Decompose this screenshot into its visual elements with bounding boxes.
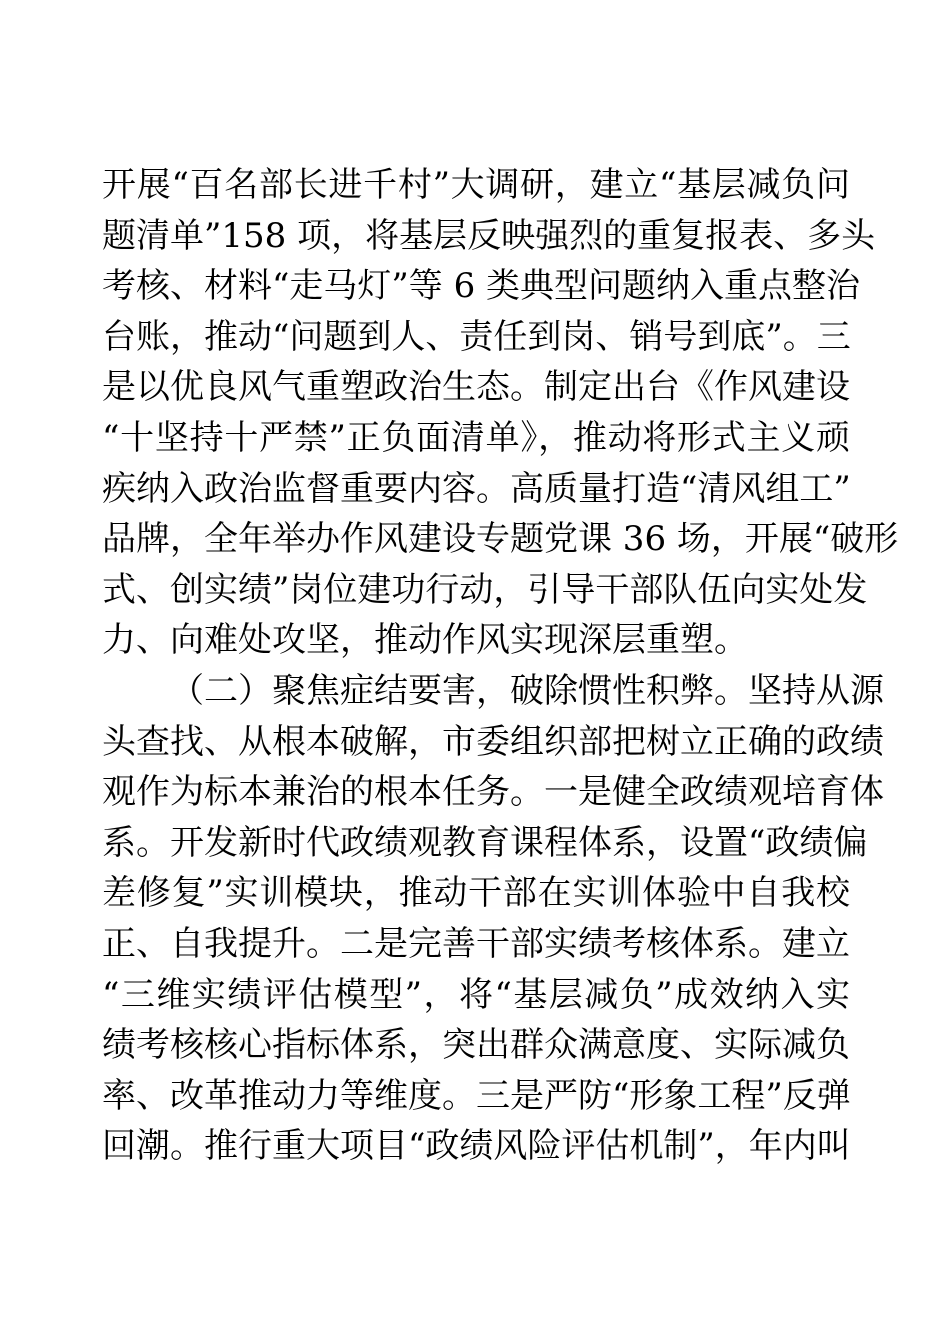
text-line: 考核、材料“走马灯”等 6 类典型问题纳入重点整治	[102, 266, 861, 307]
text-line: 差修复”实训模块，推动干部在实训体验中自我校	[102, 873, 850, 914]
text-line: “三维实绩评估模型”，将“基层减负”成效纳入实	[102, 974, 850, 1015]
section-heading-line: （二）聚焦症结要害，破除惯性积弊。坚持从源	[170, 670, 884, 711]
paragraph-end-line: 力、向难处攻坚，推动作风实现深层重塑。	[102, 620, 748, 661]
text-line: 开展“百名部长进千村”大调研，建立“基层减负问	[102, 165, 850, 205]
text-line: 头查找、从根本破解，市委组织部把树立正确的政绩	[102, 721, 884, 762]
text-line: “十坚持十严禁”正负面清单》，推动将形式主义顽	[102, 417, 850, 458]
text-line: 台账，推动“问题到人、责任到岗、销号到底”。三	[102, 316, 851, 357]
text-line: 疾纳入政治监督重要内容。高质量打造“清风组工”	[102, 468, 851, 509]
text-line: 回潮。推行重大项目“政绩风险评估机制”，年内叫	[102, 1126, 851, 1167]
text-line: 题清单”158 项，将基层反映强烈的重复报表、多头	[102, 215, 876, 256]
text-line: 系。开发新时代政绩观教育课程体系，设置“政绩偏	[102, 822, 868, 863]
body-text	[102, 160, 899, 1172]
text-line: 观作为标本兼治的根本任务。一是健全政绩观培育体	[102, 772, 884, 813]
text-line: 率、改革推动力等维度。三是严防“形象工程”反弹	[102, 1075, 851, 1116]
text-line: 品牌，全年举办作风建设专题党课 36 场，开展“破形	[102, 519, 899, 560]
text-line: 式、创实绩”岗位建功行动，引导干部队伍向实处发	[102, 569, 868, 610]
text-line: 绩考核核心指标体系，突出群众满意度、实际减负	[102, 1025, 850, 1066]
text-line: 正、自我提升。二是完善干部实绩考核体系。建立	[102, 923, 850, 964]
text-line: 是以优良风气重塑政治生态。制定出台《作风建设	[102, 367, 850, 408]
